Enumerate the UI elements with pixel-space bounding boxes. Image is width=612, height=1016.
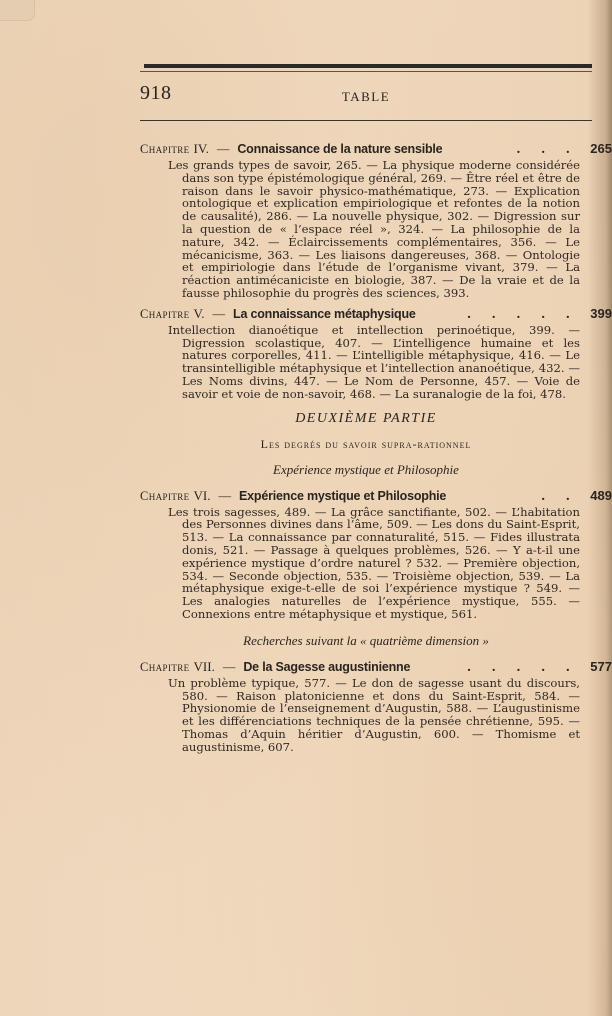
chapter-heading: [140, 658, 612, 675]
toc-chapter-vi: [140, 487, 612, 621]
dot-leader: . . .: [516, 141, 578, 156]
toc-chapter-iv: [140, 141, 612, 300]
chapter-title: De la Sagesse augustinienne: [243, 659, 411, 674]
chapter-title: La connaissance métaphysique: [233, 306, 416, 321]
chapter-title: Connaissance de la nature sensible: [237, 142, 443, 156]
running-head-rule: [140, 120, 592, 121]
chapter-label: Chapitre: [140, 306, 190, 321]
chapter-label: Chapitre: [140, 142, 190, 156]
chapter-summary: Les grands types de savoir, 265. — La physique moderne considérée dans son type épistémologique général, 269. — Être réel et être de raison dans le savoir physico-mathématique, 273. — Explication ontologique et explication empiriologique et refontes de la notion de causalité), 286. — La nouvelle physique, 302. — Digression sur la question de « l’espace réel », 324. — La philosophie de la nature, 342. — Éclaircissements complémentaires, 356. — Le mécanicisme, 363. — Les liaisons dangereuses, 368. — Ontologie et empiriologie dans l’étude de l’organisme vivant, 379. — La réaction antimécaniciste en biologie, 387. — De la vraie et de la fausse philosophie du progrès des sciences, 393.: [168, 158, 580, 300]
chapter-summary: Un problème typique, 577. — Le don de sagesse usant du discours, 580. — Raison platonicienne et dons du Saint-Esprit, 584. — Physionomie de l’enseignement d’Augustin, 588. — L’augustinisme et les différenciations techniques de la pensée chrétienne, 595. — Thomas d’Aquin héritier d’Augustin, 600. — Thomisme et augustinisme, 607.: [168, 675, 580, 754]
chapter-label: Chapitre: [140, 488, 190, 503]
chapter-dash: —: [218, 488, 232, 503]
header-rule-thick: [144, 64, 592, 68]
page-number: 918: [140, 82, 172, 104]
chapter-summary: Intellection dianoétique et intellection perinoétique, 399. — Digression scolastique, 407. — L’intelligence humaine et les natures corporelles, 411. — L’intelligible métaphysique, 416. — Le transintelligible métaphysique et l’intellection ananoétique, 432. — Les Noms divins, 447. — Le Nom de Personne, 457. — Voie de savoir et voie de non-savoir, 468. — La suranalogie de la foi, 478.: [168, 322, 580, 401]
chapter-page: 399: [590, 305, 612, 321]
chapter-dash: —: [212, 306, 226, 321]
paper-corner-stain: [0, 0, 35, 21]
chapter-page: 489: [590, 487, 612, 503]
running-title: TABLE: [341, 89, 391, 104]
chapter-dash: —: [216, 142, 230, 156]
toc-chapter-v: [140, 305, 612, 401]
chapter-dash: —: [222, 659, 236, 674]
chapter-number: VII.: [193, 658, 215, 674]
running-head: [140, 72, 592, 108]
chapter-number: VI.: [193, 487, 211, 503]
dot-leader: . . . . .: [466, 658, 578, 674]
section-title-quatrieme-dimension: Recherches suivant la « quatrième dimension »: [243, 632, 489, 648]
chapter-summary: Les trois sagesses, 489. — La grâce sanctifiante, 502. — L’habitation des Personnes divines dans l’âme, 509. — Les dons du Saint-Esprit, 513. — La connaissance par connaturalité, 515. — Fides illustrata donis, 521. — Passage à quelques problèmes, 526. — Y a-t-il une expérience mystique d’ordre naturel ? 532. — Première objection, 534. — Seconde objection, 535. — Troisième objection, 539. — La métaphysique exige-t-elle de soi l’expérience mystique ? 549. — Les analogies naturelles de l’expérience mystique, 555. — Connexions entre métaphysique et mystique, 561.: [168, 504, 580, 621]
chapter-title: Expérience mystique et Philosophie: [239, 488, 447, 503]
part-subtitle: Les degrés du savoir supra-rationnel: [260, 436, 472, 451]
part-title: DEUXIÈME PARTIE: [295, 410, 437, 426]
dot-leader: . . . . .: [466, 305, 578, 321]
chapter-page: 577: [590, 658, 612, 674]
chapter-heading: [140, 487, 612, 504]
toc-chapter-vii: [140, 658, 612, 754]
book-page: [140, 64, 612, 754]
chapter-label: Chapitre: [140, 659, 190, 674]
section-title-mystique: Expérience mystique et Philosophie: [273, 461, 459, 477]
chapter-heading: [140, 141, 612, 157]
chapter-number: IV.: [193, 141, 209, 156]
chapter-heading: [140, 305, 612, 322]
dot-leader: . .: [540, 487, 578, 503]
part-two-heading: [140, 411, 592, 478]
chapter-page: 265: [590, 141, 612, 156]
chapter-number: V.: [193, 305, 205, 321]
